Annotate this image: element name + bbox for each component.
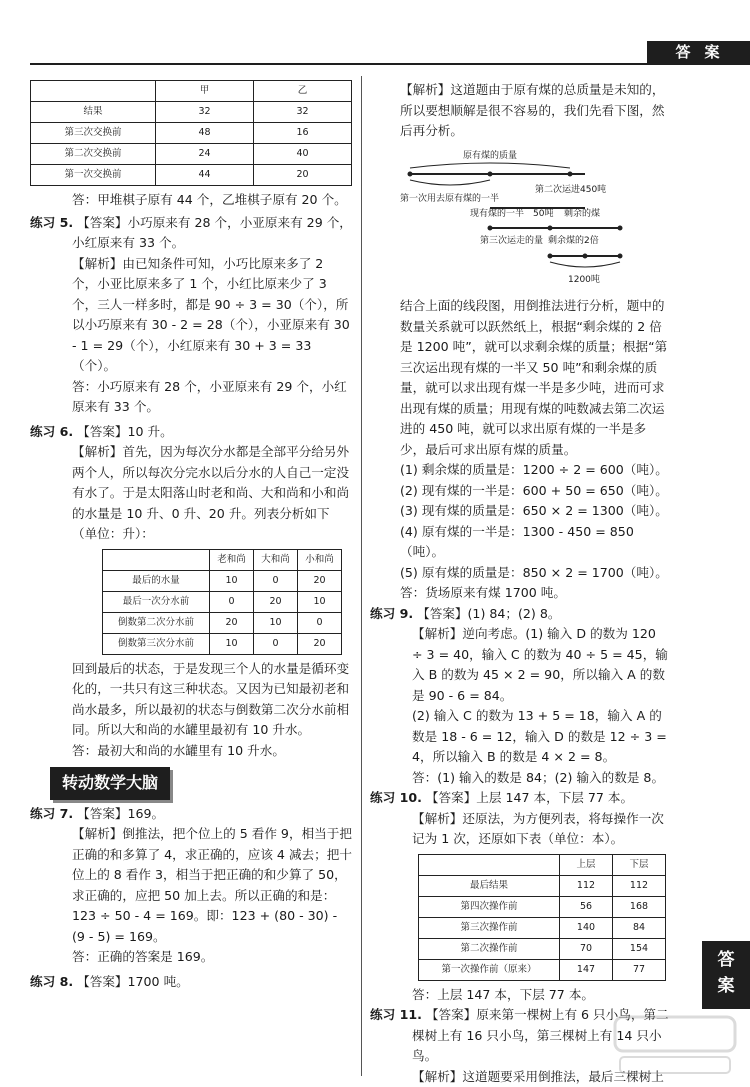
- table-cell: 下层: [613, 854, 666, 875]
- ex7-answer: [30, 804, 352, 825]
- table-cell: 0: [210, 591, 254, 612]
- ex11-answer-text: 【答案】原来第一棵树上有 6 只小鸟，第二棵树上有 16 只小鸟，第三棵树上有 14 只小鸟。: [412, 1007, 669, 1063]
- books-table: [418, 854, 666, 981]
- table-header-row: [31, 81, 352, 102]
- ex7-label: 练习 7.: [30, 806, 73, 821]
- column-divider: [361, 76, 362, 1076]
- table-cell: 第四次操作前: [419, 896, 560, 917]
- ex7-analysis: 【解析】倒推法，把个位上的 5 看作 9，相当于把正确的和多算了 4，求正确的，应该 4 减去；把十位上的 8 看作 3，相当于把正确的和少算了 50，求正确的，应把 50 加上去。所以正确的和是：123 ÷ 50 - 4 = 169。即：123 + (80 - 30) - (9 - 5) = 169。: [30, 824, 352, 947]
- table-row: [103, 591, 342, 612]
- table-row: [103, 612, 342, 633]
- table-row: [31, 123, 352, 144]
- ex8-step: (1) 剩余煤的质量是：1200 ÷ 2 = 600（吨）。: [370, 460, 670, 481]
- table-cell: 10: [210, 633, 254, 654]
- ex5-final: 答：小巧原来有 28 个，小亚原来有 29 个，小红原来有 33 个。: [30, 377, 352, 418]
- table-cell: 16: [254, 123, 352, 144]
- ex9-answer-text: 【答案】(1) 84；(2) 8。: [417, 606, 560, 621]
- left-column: [30, 80, 352, 992]
- diagram-label-second: 第二次运进450吨: [535, 183, 606, 195]
- table-row: [31, 102, 352, 123]
- table-cell: 最后一次分水前: [103, 591, 210, 612]
- ex9-label: 练习 9.: [370, 606, 413, 621]
- table-cell: 70: [560, 938, 613, 959]
- table-cell: 168: [613, 896, 666, 917]
- tick-point: [583, 253, 588, 258]
- table-cell: 10: [210, 570, 254, 591]
- diagram-label-1200: 1200吨: [568, 273, 600, 285]
- ex10-analysis: 【解析】还原法，为方便列表，将每操作一次记为 1 次，还原如下表（单位：本）。: [370, 809, 670, 850]
- brace-1200: [550, 262, 620, 267]
- ex4-final-answer: 答：甲堆棋子原有 44 个，乙堆棋子原有 20 个。: [30, 190, 352, 211]
- tick-point: [548, 225, 553, 230]
- ex6-final: 答：最初大和尚的水罐里有 10 升水。: [30, 741, 352, 762]
- table-cell: 84: [613, 917, 666, 938]
- ex5-label: 练习 5.: [30, 215, 73, 230]
- ex8-step: (3) 现有煤的质量是：650 × 2 = 1300（吨）。: [370, 501, 670, 522]
- table-cell: 第二次交换前: [31, 144, 156, 165]
- table-cell: 第三次交换前: [31, 123, 156, 144]
- table-cell: 56: [560, 896, 613, 917]
- ex10-final: 答：上层 147 本，下层 77 本。: [370, 985, 670, 1006]
- table-cell: 112: [613, 875, 666, 896]
- table-cell: 44: [156, 165, 254, 186]
- exchange-table: [30, 80, 352, 186]
- table-cell: 倒数第三次分水前: [103, 633, 210, 654]
- table-cell: [419, 854, 560, 875]
- ex8-step: (2) 现有煤的一半是：600 + 50 = 650（吨）。: [370, 481, 670, 502]
- table-cell: 20: [298, 633, 342, 654]
- table-cell: 最后的水量: [103, 570, 210, 591]
- tick-point: [548, 253, 553, 258]
- table-row: [419, 896, 666, 917]
- table-cell: 140: [560, 917, 613, 938]
- ex6-analysis: 【解析】首先，因为每次分水都是全部平分给另外两个人，所以每次分完水以后分水的人自己一定没有水了。于是太阳落山时老和尚、大和尚和小和尚的水量是 10 升、0 升、20 升。列表分析如下（单位：升）：: [30, 442, 352, 545]
- table-header-row: [419, 854, 666, 875]
- table-cell: [103, 549, 210, 570]
- ex7-final: 答：正确的答案是 169。: [30, 947, 352, 968]
- table-row: [419, 875, 666, 896]
- table-cell: 32: [254, 102, 352, 123]
- diagram-label-remain: 剩余的煤: [564, 207, 600, 219]
- ex6-answer-text: 【答案】10 升。: [77, 424, 173, 439]
- ex8-final: 答：货场原来有煤 1700 吨。: [370, 583, 670, 604]
- tick-point: [488, 171, 493, 176]
- ex11-label: 练习 11.: [370, 1007, 422, 1022]
- table-cell: 上层: [560, 854, 613, 875]
- ex8-answer: [30, 972, 352, 993]
- diagram-label-double: 剩余煤的2倍: [548, 234, 599, 246]
- ex10-answer: [370, 788, 670, 809]
- table-cell: 第三次操作前: [419, 917, 560, 938]
- table-cell: 小和尚: [298, 549, 342, 570]
- ex5-analysis: 【解析】由已知条件可知，小巧比原来多了 2 个，小亚比原来多了 1 个，小红比原来少了 3 个，三人一样多时，都是 90 ÷ 3 = 30（个），所以小巧原来有 30 - 2 = 28（个），小亚原来有 30 - 1 = 29（个），小红原来有 30 + 3 = 33（个）。: [30, 254, 352, 377]
- right-column: [370, 80, 670, 1087]
- ex8-step: (4) 原有煤的一半是：1300 - 450 = 850（吨）。: [370, 522, 670, 563]
- tick-point: [408, 171, 413, 176]
- section-title-banner: 转动数学大脑: [50, 767, 170, 800]
- tick-point: [618, 253, 623, 258]
- table-cell: 10: [254, 612, 298, 633]
- ex10-label: 练习 10.: [370, 790, 422, 805]
- table-row: [419, 938, 666, 959]
- ex9-analysis-2: (2) 输入 C 的数为 13 + 5 = 18，输入 A 的数是 18 - 6 = 12，输入 D 的数是 12 ÷ 3 = 4，所以输入 B 的数是 4 × 2 = 8。: [370, 706, 670, 768]
- water-table: [102, 549, 342, 655]
- table-cell: 20: [254, 591, 298, 612]
- table-cell: 24: [156, 144, 254, 165]
- header-rule: [30, 63, 750, 65]
- table-cell: 0: [254, 570, 298, 591]
- ex6-answer: [30, 422, 352, 443]
- table-row: [419, 959, 666, 980]
- header-answer-tab: 答案: [647, 41, 750, 64]
- brace-first: [410, 180, 490, 185]
- table-cell: 第一次操作前（原来）: [419, 959, 560, 980]
- diagram-label-50: 50吨: [533, 207, 553, 219]
- diagram-label-total: 原有煤的质量: [463, 149, 517, 161]
- diagram-label-half-plus: 现有煤的一半: [470, 207, 524, 219]
- table-cell: 乙: [254, 81, 352, 102]
- table-row: [419, 917, 666, 938]
- table-cell: 32: [156, 102, 254, 123]
- table-row: [31, 165, 352, 186]
- tick-point: [488, 225, 493, 230]
- ex5-answer: [30, 213, 352, 254]
- table-cell: 0: [254, 633, 298, 654]
- table-cell: 倒数第二次分水前: [103, 612, 210, 633]
- table-cell: 20: [254, 165, 352, 186]
- table-cell: 147: [560, 959, 613, 980]
- ex8-analysis: 【解析】这道题由于原有煤的总质量是未知的，所以要想顺解是很不容易的，我们先看下图，然后再分析。: [370, 80, 670, 142]
- ex11-analysis: 【解析】这道题要采用倒推法，最后三棵树上: [370, 1067, 670, 1087]
- ex6-label: 练习 6.: [30, 424, 73, 439]
- table-row: [103, 633, 342, 654]
- ex9-analysis-1: 【解析】逆向考虑。(1) 输入 D 的数为 120 ÷ 3 = 40，输入 C 的数为 40 ÷ 5 = 45，输入 B 的数为 45 × 2 = 90，所以输入 A 的数是 90 - 6 = 84。: [370, 624, 670, 706]
- table-header-row: [103, 549, 342, 570]
- table-cell: 48: [156, 123, 254, 144]
- ex8-step: (5) 原有煤的质量是：850 × 2 = 1700（吨）。: [370, 563, 670, 584]
- table-cell: 20: [298, 570, 342, 591]
- brace-total: [410, 163, 570, 168]
- table-cell: 结果: [31, 102, 156, 123]
- side-tab-char: 案: [702, 973, 750, 999]
- table-cell: 77: [613, 959, 666, 980]
- table-cell: 老和尚: [210, 549, 254, 570]
- diagram-label-first: 第一次用去原有煤的一半: [400, 192, 499, 204]
- table-cell: 第一次交换前: [31, 165, 156, 186]
- ex8-answer-text: 【答案】1700 吨。: [77, 974, 189, 989]
- ex5-answer-text: 【答案】小巧原来有 28 个，小亚原来有 29 个，小红原来有 33 个。: [72, 215, 352, 251]
- side-tab-char: 答: [702, 947, 750, 973]
- diagram-label-third: 第三次运走的量: [480, 234, 543, 246]
- ex6-after: 回到最后的状态，于是发现三个人的水量是循环变化的，一共只有这三种状态。又因为已知最初老和尚水最多，所以最初的状态与倒数第二次分水前相同。所以大和尚的水罐里最初有 10 升水。: [30, 659, 352, 741]
- side-answer-tab: [702, 941, 750, 1009]
- table-cell: 20: [210, 612, 254, 633]
- table-cell: 154: [613, 938, 666, 959]
- ex7-answer-text: 【答案】169。: [77, 806, 164, 821]
- coal-line-diagram: [400, 146, 640, 286]
- ex10-answer-text: 【答案】上层 147 本，下层 77 本。: [426, 790, 633, 805]
- table-cell: 40: [254, 144, 352, 165]
- table-cell: 甲: [156, 81, 254, 102]
- ex8-label: 练习 8.: [30, 974, 73, 989]
- table-cell: 大和尚: [254, 549, 298, 570]
- table-cell: 10: [298, 591, 342, 612]
- table-cell: 0: [298, 612, 342, 633]
- table-cell: [31, 81, 156, 102]
- table-row: [103, 570, 342, 591]
- ex9-final: 答：(1) 输入的数是 84；(2) 输入的数是 8。: [370, 768, 670, 789]
- ex8-body: 结合上面的线段图，用倒推法进行分析，题中的数量关系就可以跃然纸上，根据“剩余煤的 2 倍是 1200 吨”，就可以求剩余煤的质量；根据“第三次运出现有煤的一半又 50 吨”和剩余煤的质量，就可以求出现有煤一半是多少吨，进而可求出现有煤的质量；用现有煤的吨数减去第二次运进的 450 吨，就可以求出原有煤的一半是多少，最后可求出原有煤的质量。: [370, 296, 670, 460]
- table-cell: 112: [560, 875, 613, 896]
- tick-point: [618, 225, 623, 230]
- tick-point: [568, 171, 573, 176]
- watermark-logo: [610, 1009, 740, 1079]
- table-cell: 最后结果: [419, 875, 560, 896]
- table-cell: 第二次操作前: [419, 938, 560, 959]
- ex9-answer: [370, 604, 670, 625]
- table-row: [31, 144, 352, 165]
